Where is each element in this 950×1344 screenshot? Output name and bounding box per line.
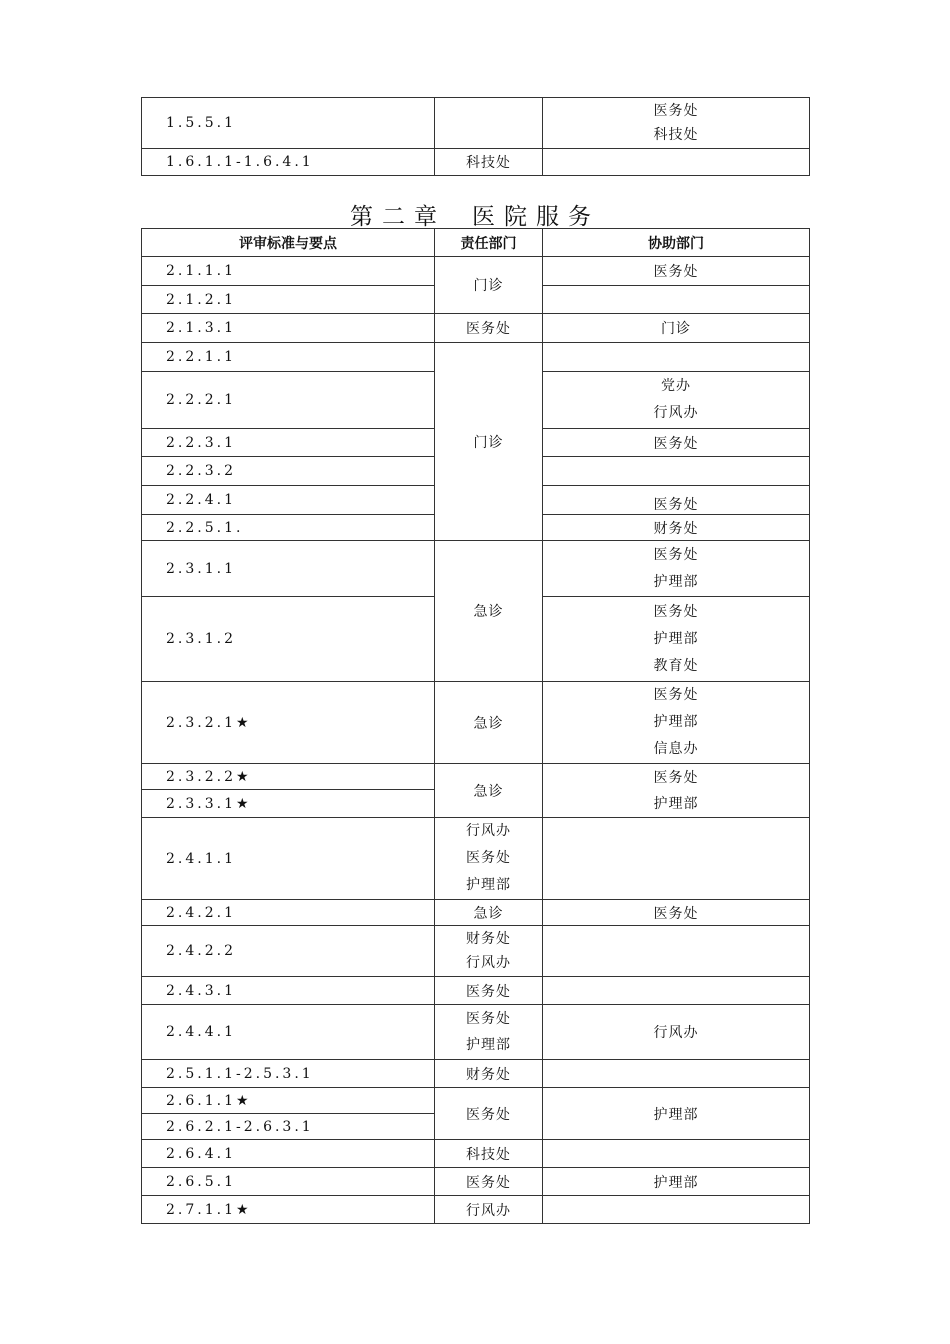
standard-cell: 2.3.2.1★ [142,682,435,764]
responsible-dept: 行风办 [466,955,511,971]
standard-cell: 2.3.3.1★ [142,790,435,818]
assisting-cell [543,149,810,176]
assisting-dept: 医务处 [653,769,699,786]
responsible-cell: 医务处 [435,977,543,1005]
header-row [142,229,810,257]
table-row [142,1168,810,1196]
assisting-cell [543,597,810,682]
assisting-dept: 信息办 [653,741,699,757]
assisting-dept: 医务处 [653,687,699,703]
standard-cell: 2.4.4.1 [142,1005,435,1060]
table-row [142,149,810,176]
standard-cell: 2.6.1.1★ [142,1088,435,1114]
standard-cell: 2.2.2.1 [142,372,435,429]
table-row [142,926,810,977]
assisting-cell [543,343,810,372]
responsible-dept: 医务处 [466,850,511,866]
table-row [142,1088,810,1114]
responsible-cell: 急诊 [435,541,543,682]
responsible-cell [435,1005,543,1060]
assisting-dept: 护理部 [653,714,699,730]
standard-cell: 1.6.1.1-1.6.4.1 [142,149,435,176]
assisting-dept: 教育处 [653,657,699,674]
assisting-cell [543,1196,810,1224]
standard-cell: 2.4.1.1 [142,818,435,900]
standard-cell: 2.3.1.1 [142,541,435,597]
standard-cell: 2.5.1.1-2.5.3.1 [142,1060,435,1088]
chapter-number: 第二章 [350,204,446,230]
assisting-cell: 财务处 [543,515,810,541]
assisting-cell [543,682,810,764]
chapter-two-table [141,228,810,1224]
assisting-cell: 医务处 [543,429,810,457]
assisting-cell: 护理部 [543,1088,810,1140]
table-row [142,257,810,286]
standard-cell: 2.1.1.1 [142,257,435,286]
assisting-dept: 科技处 [653,127,699,143]
standard-cell: 2.2.4.1 [142,486,435,515]
responsible-dept: 护理部 [466,1037,511,1053]
responsible-cell [435,818,543,900]
table-row [142,682,810,764]
header-assisting: 协助部门 [543,229,810,257]
standard-cell: 1.5.5.1 [142,98,435,149]
table-row [142,900,810,926]
assisting-cell [543,926,810,977]
assisting-cell [543,457,810,486]
header-responsible: 责任部门 [435,229,543,257]
responsible-cell: 医务处 [435,1168,543,1196]
standard-cell: 2.2.3.2 [142,457,435,486]
responsible-cell: 急诊 [435,900,543,926]
responsible-cell: 医务处 [435,1088,543,1140]
assisting-cell [543,372,810,429]
responsible-cell: 急诊 [435,682,543,764]
continued-table [141,97,810,176]
assisting-cell: 行风办 [543,1005,810,1060]
table-row [142,314,810,343]
standard-cell: 2.1.2.1 [142,286,435,314]
standard-cell: 2.1.3.1 [142,314,435,343]
assisting-dept: 党办 [661,378,691,394]
responsible-cell: 科技处 [435,1140,543,1168]
table-row [142,1196,810,1224]
standard-cell: 2.6.2.1-2.6.3.1 [142,1114,435,1140]
responsible-dept: 护理部 [466,877,511,893]
assisting-dept: 医务处 [653,603,699,620]
table-row [142,343,810,372]
standard-cell: 2.2.5.1. [142,515,435,541]
assisting-cell [543,764,810,818]
assisting-dept: 医务处 [653,103,699,119]
responsible-cell: 财务处 [435,1060,543,1088]
assisting-cell [543,1140,810,1168]
responsible-dept: 财务处 [466,931,511,947]
responsible-cell: 医务处 [435,314,543,343]
table-row [142,541,810,597]
table-row [142,818,810,900]
responsible-cell [435,926,543,977]
assisting-cell: 护理部 [543,1168,810,1196]
assisting-cell [543,541,810,597]
table-row [142,764,810,790]
assisting-dept: 医务处 [653,546,699,563]
standard-cell: 2.3.2.2★ [142,764,435,790]
standard-cell: 2.4.3.1 [142,977,435,1005]
assisting-cell: 医务处 [543,486,810,515]
assisting-dept: 护理部 [653,573,699,590]
assisting-cell [543,1060,810,1088]
assisting-cell [543,98,810,149]
assisting-cell [543,286,810,314]
table-row [142,98,810,149]
chapter-name: 医院服务 [472,204,600,230]
standard-cell: 2.2.3.1 [142,429,435,457]
responsible-cell: 急诊 [435,764,543,818]
responsible-cell: 行风办 [435,1196,543,1224]
responsible-dept: 医务处 [466,1011,511,1027]
assisting-cell [543,977,810,1005]
assisting-dept: 行风办 [653,405,699,421]
assisting-cell: 医务处 [543,900,810,926]
responsible-cell: 门诊 [435,343,543,541]
chapter-title [141,198,809,231]
standard-cell: 2.6.4.1 [142,1140,435,1168]
standard-cell: 2.4.2.2 [142,926,435,977]
standard-cell: 2.7.1.1★ [142,1196,435,1224]
standard-cell: 2.3.1.2 [142,597,435,682]
responsible-cell: 科技处 [435,149,543,176]
assisting-dept: 护理部 [653,795,699,812]
table-row [142,1005,810,1060]
responsible-cell: 门诊 [435,257,543,314]
assisting-dept: 护理部 [653,630,699,647]
table-row [142,1060,810,1088]
assisting-cell: 门诊 [543,314,810,343]
table-row [142,1140,810,1168]
standard-cell: 2.2.1.1 [142,343,435,372]
table-row [142,977,810,1005]
responsible-cell [435,98,543,149]
standard-cell: 2.6.5.1 [142,1168,435,1196]
assisting-cell: 医务处 [543,257,810,286]
header-standard: 评审标准与要点 [142,229,435,257]
standard-cell: 2.4.2.1 [142,900,435,926]
assisting-cell [543,818,810,900]
responsible-dept: 行风办 [466,823,511,839]
